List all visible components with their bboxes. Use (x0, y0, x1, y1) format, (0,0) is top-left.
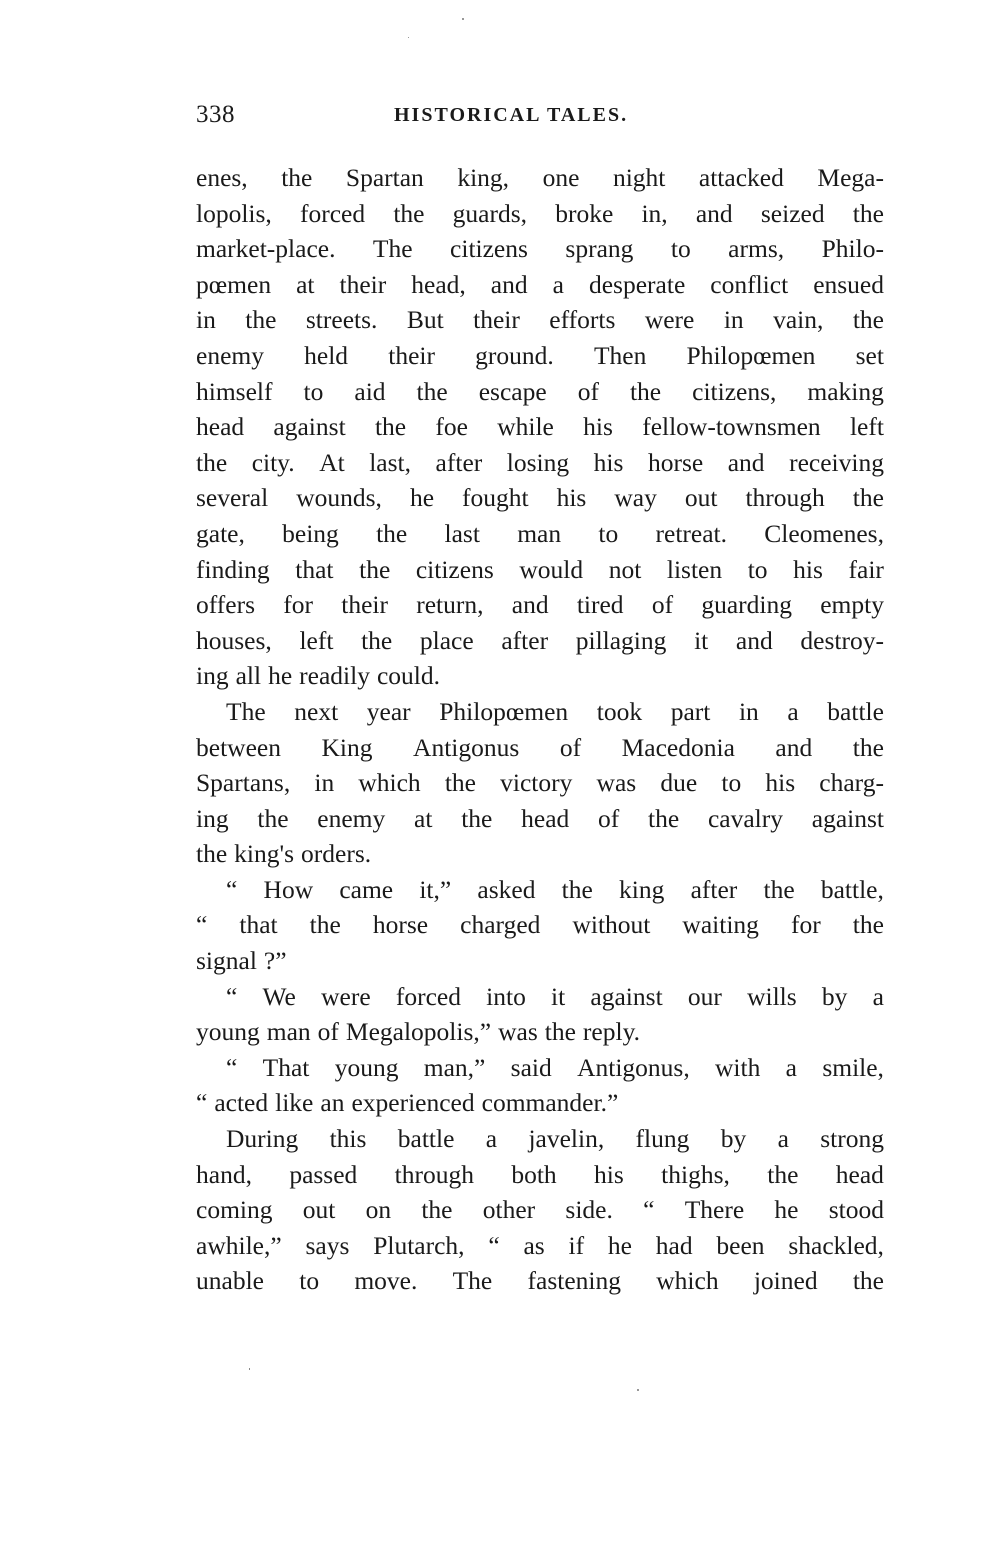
text-line: hand, passed through both his thighs, the head (196, 1159, 884, 1189)
body-text (196, 160, 884, 1299)
text-line: During this battle a javelin, flung by a strong (226, 1124, 884, 1154)
text-line: head against the foe while his fellow-townsmen left (196, 412, 884, 442)
text-line: houses, left the place after pillaging it and destroy- (196, 625, 884, 655)
text-line: “ We were forced into it against our wills by a (226, 981, 884, 1011)
running-head (196, 101, 884, 135)
text-line: “ How came it,” asked the king after the battle, (226, 874, 884, 904)
text-line: ing the enemy at the head of the cavalry against (196, 803, 884, 833)
text-line: himself to aid the escape of the citizens, making (196, 376, 884, 406)
text-line: the king's orders. (196, 839, 372, 869)
text-line: “ acted like an experienced commander.” (196, 1088, 619, 1118)
text-line: “ That young man,” said Antigonus, with a smile, (226, 1052, 884, 1082)
paper-speck (462, 18, 464, 20)
text-line: pœmen at their head, and a desperate conflict ensued (196, 269, 884, 299)
text-line: coming out on the other side. “ There he stood (196, 1195, 884, 1225)
text-line: unable to move. The fastening which joined the (196, 1266, 884, 1296)
paper-speck (408, 37, 409, 38)
text-line: in the streets. But their efforts were in vain, the (196, 305, 884, 335)
text-line: several wounds, he fought his way out through the (196, 483, 884, 513)
text-line: signal ?” (196, 946, 287, 976)
text-line: The next year Philopœmen took part in a battle (226, 696, 884, 726)
paper-speck (637, 1389, 639, 1391)
text-line: awhile,” says Plutarch, “ as if he had been shackled, (196, 1230, 884, 1260)
text-line: between King Antigonus of Macedonia and the (196, 732, 884, 762)
text-line: offers for their return, and tired of guarding empty (196, 590, 884, 620)
text-line: gate, being the last man to retreat. Cleomenes, (196, 518, 884, 548)
text-line: enes, the Spartan king, one night attacked Mega- (196, 163, 884, 192)
text-line: Spartans, in which the victory was due to his charg- (196, 768, 884, 798)
text-line: lopolis, forced the guards, broke in, and seized the (196, 198, 884, 228)
text-line: finding that the citizens would not listen to his fair (196, 554, 884, 584)
running-title: HISTORICAL TALES. (394, 104, 629, 126)
text-line: young man of Megalopolis,” was the reply. (196, 1017, 641, 1047)
text-line: market-place. The citizens sprang to arms, Philo- (196, 234, 884, 264)
paper-speck (249, 1368, 250, 1370)
text-line: ing all he readily could. (196, 661, 441, 691)
text-line: “ that the horse charged without waiting for the (196, 910, 884, 940)
text-line: enemy held their ground. Then Philopœmen set (196, 340, 884, 370)
page-number: 338 (196, 101, 235, 128)
text-line: the city. At last, after losing his horse and receiving (196, 447, 884, 477)
